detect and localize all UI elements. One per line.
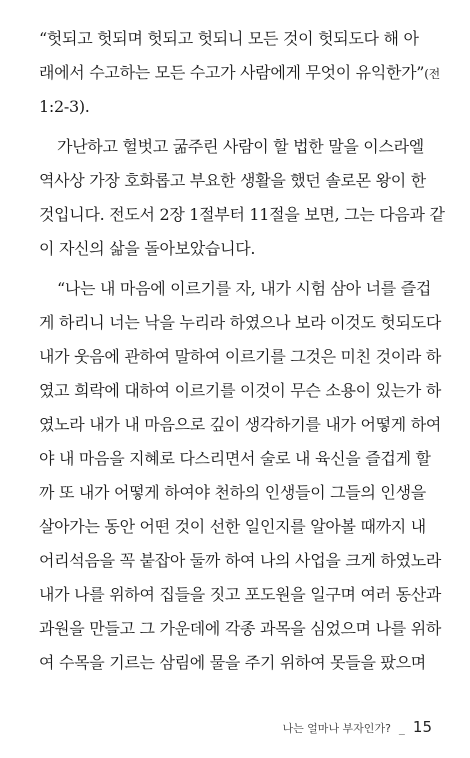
text-line-17: 내가 나를 위하여 집들을 짓고 포도원을 일구며 여러 동산과 [39, 585, 442, 604]
text-line-7: 이 자신의 삶을 돌아보았습니다. [39, 239, 256, 258]
text-line-2-ref: (전 [424, 67, 440, 81]
page-number: 15 [412, 718, 432, 736]
text-line-1: “헛되고 헛되며 헛되고 헛되니 모든 것이 헛되도다 해 아 [39, 29, 419, 48]
text-line-13: 야 내 마음을 지혜로 다스리면서 술로 내 육신을 즐겁게 할 [39, 449, 431, 468]
text-line-18: 과원을 만들고 그 가운데에 각종 과목을 심었으며 나를 위하 [39, 619, 442, 638]
text-line-10: 내가 웃음에 관하여 말하여 이르기를 그것은 미친 것이라 하 [39, 347, 442, 366]
body-text [39, 22, 445, 680]
text-line-19: 여 수목을 기르는 삼림에 물을 주기 위하여 못들을 팠으며 [39, 653, 426, 672]
text-line-15: 살아가는 동안 어떤 것이 선한 일인지를 알아볼 때까지 내 [39, 517, 426, 536]
text-line-8: “나는 내 마음에 이르기를 자, 내가 시험 삼아 너를 즐겁 [57, 279, 432, 298]
text-line-6: 것입니다. 전도서 2장 1절부터 11절을 보면, 그는 다음과 같 [39, 205, 445, 224]
text-line-4: 가난하고 헐벗고 굶주린 사람이 할 법한 말을 이스라엘 [57, 137, 424, 156]
running-title: 나는 얼마나 부자인가? [282, 722, 391, 735]
text-line-14: 까 또 내가 어떻게 하여야 천하의 인생들이 그들의 인생을 [39, 483, 426, 502]
text-line-5: 역사상 가장 호화롭고 부요한 생활을 했던 솔로몬 왕이 한 [39, 171, 426, 190]
footer-separator: _ [398, 721, 405, 735]
page-footer [282, 718, 432, 736]
text-line-16: 어리석음을 꼭 붙잡아 둘까 하여 나의 사업을 크게 하였노라 [39, 551, 442, 570]
text-line-3: 1:2-3). [39, 97, 90, 116]
text-line-9: 게 하리니 너는 낙을 누리라 하였으나 보라 이것도 헛되도다 [39, 313, 442, 332]
text-line-11: 였고 희락에 대하여 이르기를 이것이 무슨 소용이 있는가 하 [39, 381, 442, 400]
text-line-2-main: 래에서 수고하는 모든 수고가 사람에게 무엇이 유익한가” [39, 63, 425, 82]
text-line-2 [39, 56, 439, 90]
text-line-12: 였노라 내가 내 마음으로 깊이 생각하기를 내가 어떻게 하여 [39, 415, 442, 434]
